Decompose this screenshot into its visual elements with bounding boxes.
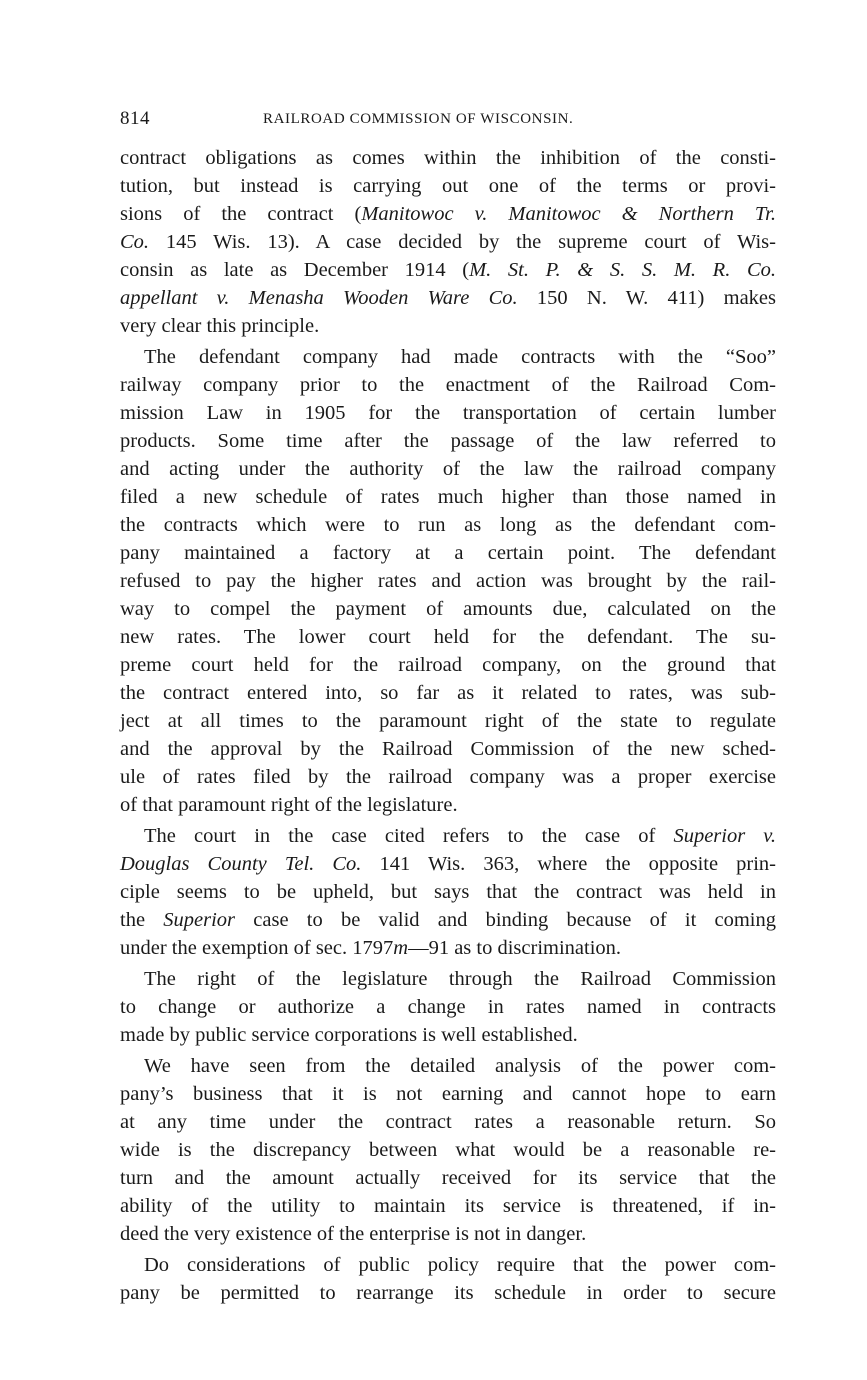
text-run: —91 as to discrimination.	[408, 937, 622, 959]
page-number: 814	[120, 108, 150, 129]
text-run: very clear this principle.	[120, 315, 320, 337]
text-line	[120, 707, 776, 735]
text-line	[120, 1136, 776, 1164]
text-run: products. Some time after the passage of the law referred to	[120, 430, 776, 452]
text-run: The court in the case cited refers to the case of	[144, 825, 674, 847]
body-text	[120, 144, 776, 1307]
italic-citation: Superior	[163, 909, 236, 931]
text-run: under the exemption of sec. 1797	[120, 937, 394, 959]
paragraph	[120, 1052, 776, 1248]
text-run: new rates. The lower court held for the defendant. The su-	[120, 626, 776, 648]
text-run: 141 Wis. 363, where the opposite prin-	[361, 853, 776, 875]
italic-citation: Douglas County Tel. Co.	[120, 853, 362, 875]
italic-citation: appellant v. Menasha Wooden Ware Co.	[120, 287, 518, 309]
text-run: pany’s business that it is not earning and cannot hope to earn	[120, 1083, 776, 1105]
text-line	[120, 934, 776, 962]
text-line	[120, 1192, 776, 1220]
italic-citation: m	[393, 937, 409, 959]
text-line	[120, 1052, 776, 1080]
text-line	[120, 679, 776, 707]
text-line	[120, 878, 776, 906]
text-line	[120, 993, 776, 1021]
text-run: way to compel the payment of amounts due, calculated on the	[120, 598, 776, 620]
text-run: mission Law in 1905 for the transportation of certain lumber	[120, 402, 776, 424]
text-line	[120, 1220, 776, 1248]
text-line	[120, 539, 776, 567]
text-run: ule of rates filed by the railroad company was a proper exercise	[120, 766, 776, 788]
text-line	[120, 256, 776, 284]
paragraph	[120, 1251, 776, 1307]
text-line	[120, 791, 776, 819]
text-run: and the approval by the Railroad Commission of the new sched-	[120, 738, 776, 760]
text-run: refused to pay the higher rates and action was brought by the rail-	[120, 570, 776, 592]
text-line	[120, 623, 776, 651]
text-run: ject at all times to the paramount right of the state to regulate	[120, 710, 776, 732]
text-line	[120, 371, 776, 399]
text-run: Do considerations of public policy require that the power com-	[144, 1254, 776, 1276]
running-head	[120, 108, 776, 144]
text-line	[120, 427, 776, 455]
text-run: consin as late as December 1914 (	[120, 259, 470, 281]
text-run: contract obligations as comes within the inhibition of the consti-	[120, 147, 776, 169]
italic-citation: Superior v.	[673, 825, 777, 847]
text-line	[120, 200, 776, 228]
paragraph	[120, 822, 776, 962]
text-run: sions of the contract (	[120, 203, 362, 225]
text-run: wide is the discrepancy between what would be a reasonable re-	[120, 1139, 776, 1161]
text-line	[120, 1164, 776, 1192]
text-line	[120, 965, 776, 993]
text-run: We have seen from the detailed analysis of the power com-	[144, 1055, 776, 1077]
text-line	[120, 735, 776, 763]
text-line	[120, 906, 776, 934]
text-run: the contracts which were to run as long as the defendant com-	[120, 514, 776, 536]
text-line	[120, 763, 776, 791]
text-run: ability of the utility to maintain its service is threatened, if in-	[120, 1195, 776, 1217]
text-run: turn and the amount actually received for its service that the	[120, 1167, 776, 1189]
text-line	[120, 1108, 776, 1136]
text-run: deed the very existence of the enterprise is not in danger.	[120, 1223, 587, 1245]
text-run: filed a new schedule of rates much higher than those named in	[120, 486, 776, 508]
text-run: pany maintained a factory at a certain point. The defendant	[120, 542, 776, 564]
text-run: the contract entered into, so far as it related to rates, was sub-	[120, 682, 776, 704]
text-line	[120, 172, 776, 200]
italic-citation: Manitowoc v. Manitowoc & Northern Tr.	[361, 203, 776, 225]
text-line	[120, 228, 776, 256]
paragraph	[120, 144, 776, 340]
text-run: and acting under the authority of the law the railroad company	[120, 458, 776, 480]
text-line	[120, 822, 776, 850]
text-line	[120, 343, 776, 371]
text-run: The right of the legislature through the Railroad Commission	[144, 968, 776, 990]
italic-citation: M. St. P. & S. S. M. R. Co.	[469, 259, 776, 281]
italic-citation: Co.	[120, 231, 150, 253]
text-run: to change or authorize a change in rates named in contracts	[120, 996, 776, 1018]
text-run: of that paramount right of the legislature.	[120, 794, 458, 816]
text-line	[120, 651, 776, 679]
text-line	[120, 1279, 776, 1307]
text-line	[120, 399, 776, 427]
paragraph	[120, 965, 776, 1049]
text-run: case to be valid and binding because of it coming	[235, 909, 776, 931]
text-run: 150 N. W. 411) makes	[517, 287, 776, 309]
text-run: railway company prior to the enactment of the Railroad Com-	[120, 374, 776, 396]
text-line	[120, 483, 776, 511]
text-run: pany be permitted to rearrange its schedule in order to secure	[120, 1282, 776, 1304]
text-line	[120, 567, 776, 595]
text-line	[120, 595, 776, 623]
text-run: at any time under the contract rates a reasonable return. So	[120, 1111, 776, 1133]
text-line	[120, 850, 776, 878]
text-line	[120, 455, 776, 483]
text-line	[120, 1251, 776, 1279]
text-run: ciple seems to be upheld, but says that the contract was held in	[120, 881, 776, 903]
text-run: The defendant company had made contracts with the “Soo”	[144, 346, 776, 368]
document-page	[120, 108, 776, 1307]
text-line	[120, 284, 776, 312]
paragraph	[120, 343, 776, 819]
text-run: tution, but instead is carrying out one of the terms or provi-	[120, 175, 776, 197]
running-title: RAILROAD COMMISSION OF WISCONSIN.	[263, 111, 574, 127]
text-line	[120, 1080, 776, 1108]
text-line	[120, 1021, 776, 1049]
text-run: preme court held for the railroad company, on the ground that	[120, 654, 776, 676]
text-run: 145 Wis. 13). A case decided by the supreme court of Wis-	[149, 231, 776, 253]
text-run: the	[120, 909, 164, 931]
text-line	[120, 312, 776, 340]
text-line	[120, 144, 776, 172]
text-run: made by public service corporations is well established.	[120, 1024, 578, 1046]
text-line	[120, 511, 776, 539]
